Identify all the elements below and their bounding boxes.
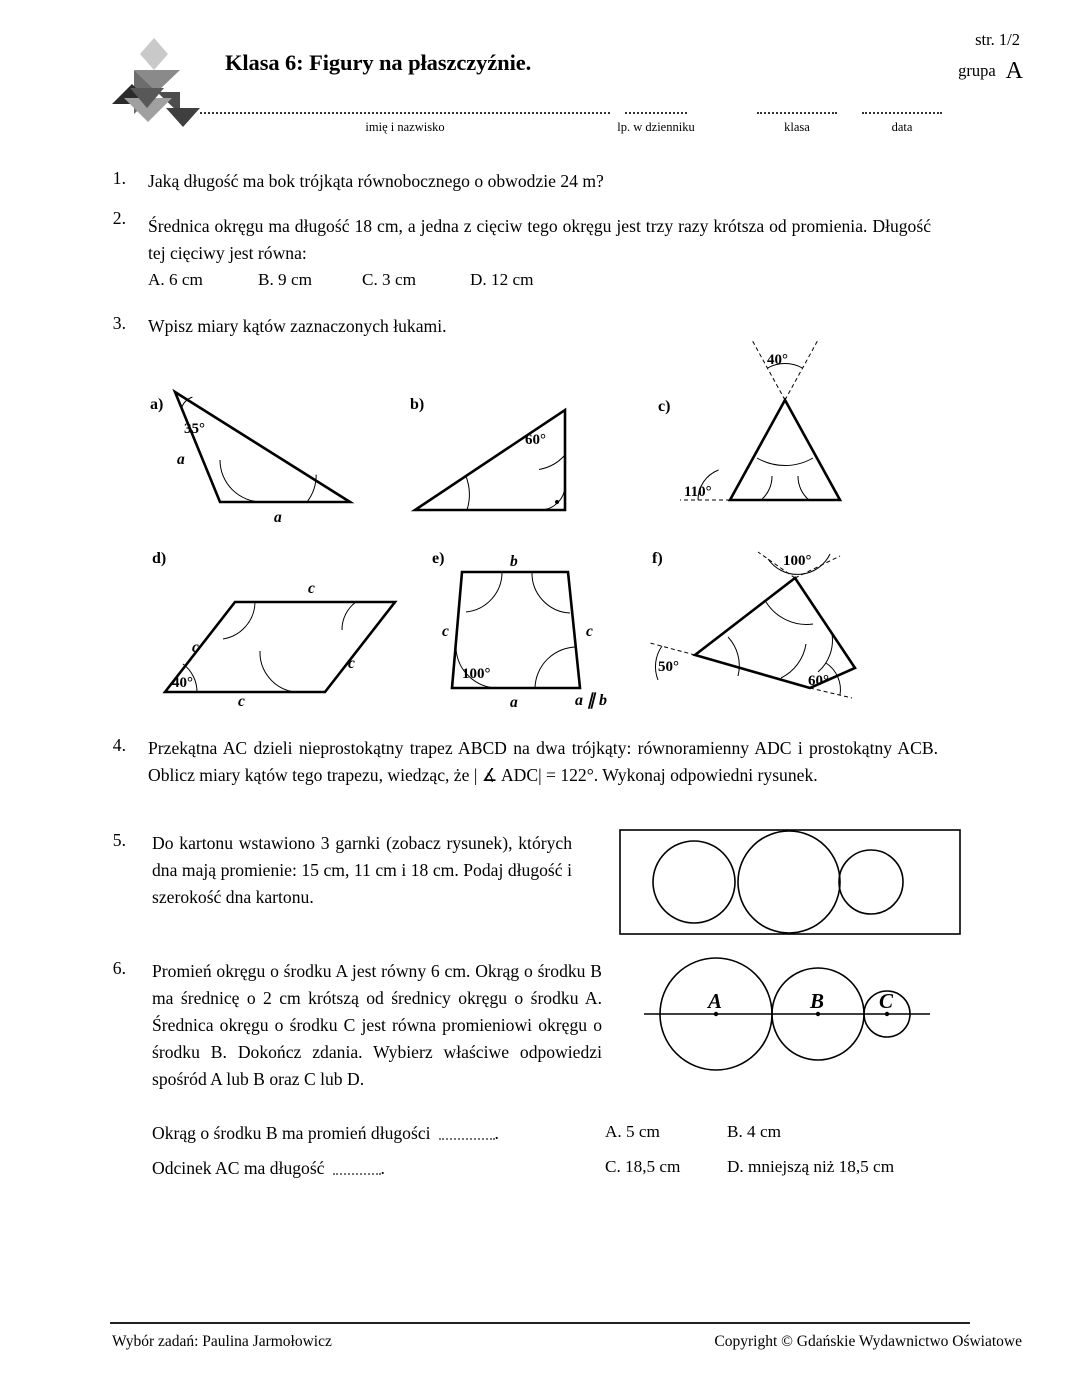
- svg-text:a: a: [177, 451, 185, 468]
- question-6-option-b[interactable]: B. 4 cm: [727, 1122, 781, 1141]
- date-field-line[interactable]: [862, 112, 942, 114]
- question-6-statement-1: [152, 1120, 612, 1147]
- question-6-text: Promień okręgu o środku A jest równy 6 cm. Okrąg o środku B ma średnicę o 2 cm krótszą od średnicy okręgu o środku A. Średnica okręgu o środku C jest równa promieniowi okręgu o środku B. Dokończ zdania. Wybierz właściwe odpowiedzi spośród A lub B oraz C lub D.: [152, 961, 602, 1089]
- question-3-number: 3.: [112, 313, 126, 333]
- svg-text:60°: 60°: [808, 673, 829, 689]
- figure-e-trapezoid: [440, 553, 620, 711]
- svg-text:B: B: [810, 989, 825, 1013]
- question-2-option-a[interactable]: A. 6 cm: [148, 270, 203, 289]
- group-indicator: [958, 58, 1023, 85]
- svg-text:40°: 40°: [172, 675, 193, 691]
- publisher-logo: [104, 32, 204, 132]
- figure-e-parallel-note: a ∥ b: [575, 692, 607, 709]
- group-label: grupa: [958, 61, 996, 80]
- class-field-label: klasa: [784, 120, 810, 134]
- svg-text:100°: 100°: [783, 553, 812, 569]
- figure-c-label: c): [658, 398, 671, 415]
- svg-text:c: c: [586, 623, 593, 640]
- question-3-text: Wpisz miary kątów zaznaczonych łukami.: [148, 316, 447, 336]
- page-number: str. 1/2: [975, 30, 1020, 49]
- group-value: A: [1005, 58, 1023, 84]
- question-2-option-c[interactable]: C. 3 cm: [362, 270, 416, 289]
- class-field-line[interactable]: [757, 112, 837, 114]
- question-6-statement-2-text: Odcinek AC ma długość: [152, 1158, 325, 1178]
- figure-d-rhombus: [150, 560, 420, 710]
- svg-text:c: c: [192, 639, 199, 656]
- figure-f-label: f): [652, 550, 663, 567]
- svg-text:a: a: [510, 694, 518, 711]
- svg-text:C: C: [879, 989, 894, 1013]
- figure-e-label: e): [432, 550, 445, 567]
- question-5-number: 5.: [112, 830, 126, 850]
- question-6-blank-2[interactable]: [333, 1161, 381, 1175]
- date-field-label: data: [891, 120, 913, 134]
- question-2-option-b[interactable]: B. 9 cm: [258, 270, 312, 289]
- svg-text:40°: 40°: [767, 352, 788, 368]
- figure-a-label: a): [150, 396, 164, 413]
- question-4-number: 4.: [112, 735, 126, 755]
- figure-circles-abc: [640, 948, 940, 1073]
- journal-number-field-label: lp. w dzienniku: [617, 120, 695, 134]
- svg-text:c: c: [308, 580, 315, 597]
- page-title: Klasa 6: Figury na płaszczyźnie.: [225, 50, 532, 75]
- question-6-option-a[interactable]: A. 5 cm: [605, 1122, 660, 1141]
- figure-b-label: b): [410, 396, 425, 413]
- footer-copyright: Copyright © Gdańskie Wydawnictwo Oświatowe: [714, 1333, 1022, 1350]
- journal-number-field-line[interactable]: [625, 112, 687, 114]
- svg-text:100°: 100°: [462, 666, 491, 682]
- figure-c-triangle: [660, 342, 910, 522]
- question-5-text: Do kartonu wstawiono 3 garnki (zobacz rysunek), których dna mają promienie: 15 cm, 11 cm i 18 cm. Podaj długość i szerokość dna kartonu.: [152, 833, 572, 907]
- svg-text:c: c: [238, 693, 245, 710]
- question-2-number: 2.: [112, 208, 126, 228]
- question-6-option-d[interactable]: D. mniejszą niż 18,5 cm: [727, 1157, 895, 1176]
- svg-text:A: A: [708, 989, 723, 1013]
- figure-carton-with-pots: [618, 826, 968, 936]
- svg-text:60°: 60°: [525, 432, 546, 448]
- figure-a-triangle: [150, 380, 370, 530]
- figure-b-right-triangle: [405, 392, 615, 522]
- question-6-number: 6.: [112, 958, 126, 978]
- question-2-option-d[interactable]: D. 12 cm: [470, 270, 534, 289]
- question-4-text: Przekątna AC dzieli nieprostokątny trapez ABCD na dwa trójkąty: równoramienny ADC i prostokątny ACB. Oblicz miary kątów tego trapezu, wiedząc, że | ∡ ADC| = 122°. Wykonaj odpowiedni rysunek.: [148, 738, 938, 785]
- figure-d-label: d): [152, 550, 167, 567]
- question-6-blank-1[interactable]: [439, 1126, 495, 1140]
- svg-text:c: c: [348, 655, 355, 672]
- svg-text:b: b: [510, 553, 518, 570]
- question-1-text: Jaką długość ma bok trójkąta równobocznego o obwodzie 24 m?: [148, 171, 604, 191]
- question-6-statement-2: [152, 1155, 612, 1182]
- question-6-period-2: .: [380, 1158, 385, 1178]
- question-2-options: [148, 270, 580, 290]
- footer-divider: [110, 1322, 970, 1324]
- question-2-text: Średnica okręgu ma długość 18 cm, a jedna z cięciw tego okręgu jest trzy razy krótsza od promienia. Długość tej cięciwy jest równa:: [148, 216, 931, 263]
- svg-text:35°: 35°: [184, 421, 205, 437]
- footer-author: Wybór zadań: Paulina Jarmołowicz: [112, 1333, 332, 1350]
- svg-text:a: a: [274, 509, 282, 526]
- svg-text:50°: 50°: [658, 659, 679, 675]
- question-1-number: 1.: [112, 168, 126, 188]
- svg-text:110°: 110°: [684, 484, 712, 500]
- figure-f-quadrilateral: [640, 540, 930, 705]
- question-6-option-c[interactable]: C. 18,5 cm: [605, 1157, 681, 1176]
- question-6-period-1: .: [494, 1123, 499, 1143]
- name-field-label: imię i nazwisko: [365, 120, 445, 134]
- question-6-statement-1-text: Okrąg o środku B ma promień długości: [152, 1123, 431, 1143]
- name-field-line[interactable]: [200, 112, 610, 114]
- svg-text:c: c: [442, 623, 449, 640]
